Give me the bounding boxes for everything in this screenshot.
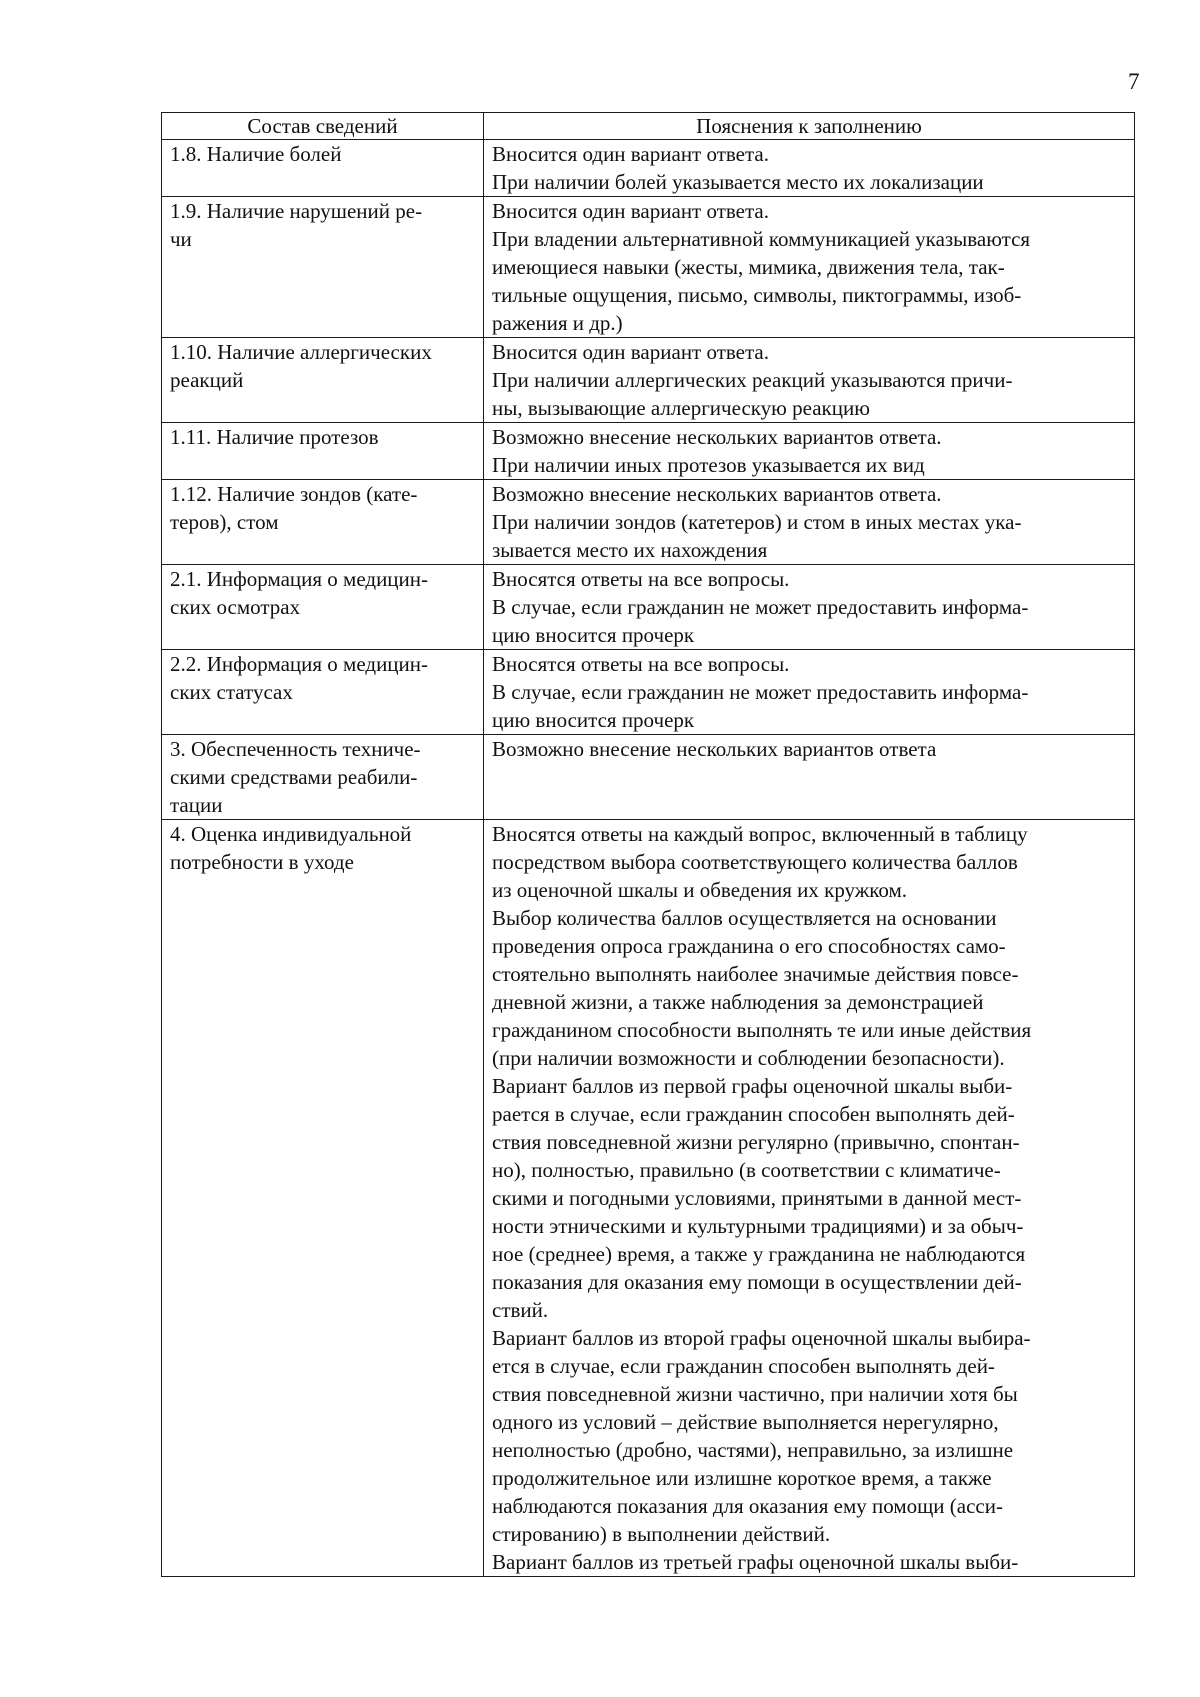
explanation-line: из оценочной шкалы и обведения их кружком. bbox=[492, 878, 908, 902]
composition-line: тации bbox=[170, 793, 223, 817]
cell-composition bbox=[162, 735, 484, 820]
explanation-line: цию вносится прочерк bbox=[492, 623, 695, 647]
cell-composition bbox=[162, 338, 484, 423]
composition-line: 2.2. Информация о медицин- bbox=[170, 652, 429, 676]
cell-composition bbox=[162, 565, 484, 650]
cell-explanation bbox=[484, 650, 1135, 735]
explanation-line: ствий. bbox=[492, 1298, 549, 1322]
explanation-line: Выбор количества баллов осуществляется на основании bbox=[492, 906, 997, 930]
composition-line: 1.9. Наличие нарушений ре- bbox=[170, 199, 423, 223]
cell-explanation bbox=[484, 820, 1135, 1577]
explanation-line: имеющиеся навыки (жесты, мимика, движения тела, так- bbox=[492, 255, 1005, 279]
table-row bbox=[162, 140, 1135, 197]
composition-line: теров), стом bbox=[170, 510, 279, 534]
explanation-line: (при наличии возможности и соблюдении безопасности). bbox=[492, 1046, 1005, 1070]
table-row bbox=[162, 565, 1135, 650]
explanation-line: При наличии иных протезов указывается их вид bbox=[492, 453, 925, 477]
explanation-line: ствия повседневной жизни частично, при наличии хотя бы bbox=[492, 1382, 1018, 1406]
explanation-line: Возможно внесение нескольких вариантов ответа. bbox=[492, 425, 942, 449]
explanation-line: одного из условий – действие выполняется нерегулярно, bbox=[492, 1410, 999, 1434]
explanation-line: Вариант баллов из первой графы оценочной шкалы выби- bbox=[492, 1074, 1013, 1098]
explanation-line: гражданином способности выполнять те или иные действия bbox=[492, 1018, 1032, 1042]
composition-line: 3. Обеспеченность техниче- bbox=[170, 737, 421, 761]
explanation-line: Вносится один вариант ответа. bbox=[492, 142, 769, 166]
explanation-line: Вариант баллов из третьей графы оценочной шкалы выби- bbox=[492, 1550, 1019, 1574]
table-row bbox=[162, 650, 1135, 735]
cell-explanation bbox=[484, 735, 1135, 820]
explanation-line: зывается место их нахождения bbox=[492, 538, 768, 562]
explanations-table bbox=[161, 112, 1135, 1577]
explanation-line: показания для оказания ему помощи в осуществлении дей- bbox=[492, 1270, 1022, 1294]
explanation-line: При наличии болей указывается место их локализации bbox=[492, 170, 984, 194]
cell-composition bbox=[162, 140, 484, 197]
explanation-line: ны, вызывающие аллергическую реакцию bbox=[492, 396, 870, 420]
cell-composition bbox=[162, 820, 484, 1577]
composition-line: 1.12. Наличие зондов (кате- bbox=[170, 482, 418, 506]
cell-composition bbox=[162, 650, 484, 735]
explanation-line: В случае, если гражданин не может предоставить информа- bbox=[492, 595, 1029, 619]
composition-line: 1.10. Наличие аллергических bbox=[170, 340, 432, 364]
composition-line: чи bbox=[170, 227, 192, 251]
explanation-line: продолжительное или излишне короткое время, а также bbox=[492, 1466, 992, 1490]
explanation-line: При наличии аллергических реакций указываются причи- bbox=[492, 368, 1013, 392]
cell-explanation bbox=[484, 338, 1135, 423]
explanation-line: Вносятся ответы на все вопросы. bbox=[492, 567, 790, 591]
explanation-line: Возможно внесение нескольких вариантов ответа bbox=[492, 737, 937, 761]
explanation-line: посредством выбора соответствующего количества баллов bbox=[492, 850, 1018, 874]
explanation-line: ется в случае, если гражданин способен выполнять дей- bbox=[492, 1354, 995, 1378]
cell-explanation bbox=[484, 423, 1135, 480]
table-row bbox=[162, 820, 1135, 1577]
explanation-line: дневной жизни, а также наблюдения за демонстрацией bbox=[492, 990, 984, 1014]
explanation-line: ное (среднее) время, а также у гражданина не наблюдаются bbox=[492, 1242, 1026, 1266]
explanation-line: ности этническими и культурными традициями) и за обыч- bbox=[492, 1214, 1024, 1238]
explanation-line: стированию) в выполнении действий. bbox=[492, 1522, 831, 1546]
composition-line: ских осмотрах bbox=[170, 595, 301, 619]
explanation-line: цию вносится прочерк bbox=[492, 708, 695, 732]
table-header-row bbox=[162, 113, 1135, 140]
table-header bbox=[162, 113, 1135, 140]
cell-explanation bbox=[484, 565, 1135, 650]
explanation-line: рается в случае, если гражданин способен выполнять дей- bbox=[492, 1102, 1015, 1126]
explanation-line: Возможно внесение нескольких вариантов ответа. bbox=[492, 482, 942, 506]
explanation-line: скими и погодными условиями, принятыми в данной мест- bbox=[492, 1186, 1022, 1210]
table-row bbox=[162, 423, 1135, 480]
table-row bbox=[162, 338, 1135, 423]
explanation-line: тильные ощущения, письмо, символы, пиктограммы, изоб- bbox=[492, 283, 1022, 307]
explanation-line: ствия повседневной жизни регулярно (привычно, спонтан- bbox=[492, 1130, 1020, 1154]
cell-explanation bbox=[484, 140, 1135, 197]
table-row bbox=[162, 197, 1135, 338]
explanation-line: При владении альтернативной коммуникацией указываются bbox=[492, 227, 1031, 251]
cell-composition bbox=[162, 423, 484, 480]
table-row bbox=[162, 735, 1135, 820]
explanation-line: наблюдаются показания для оказания ему помощи (асси- bbox=[492, 1494, 1003, 1518]
explanation-line: Вносится один вариант ответа. bbox=[492, 199, 769, 223]
explanation-line: Вносятся ответы на все вопросы. bbox=[492, 652, 790, 676]
composition-line: 2.1. Информация о медицин- bbox=[170, 567, 429, 591]
explanation-line: Вариант баллов из второй графы оценочной шкалы выбира- bbox=[492, 1326, 1031, 1350]
explanation-line: неполностью (дробно, частями), неправильно, за излишне bbox=[492, 1438, 1014, 1462]
composition-line: 1.8. Наличие болей bbox=[170, 142, 342, 166]
explanation-line: ражения и др.) bbox=[492, 311, 623, 335]
composition-line: 1.11. Наличие протезов bbox=[170, 425, 379, 449]
cell-explanation bbox=[484, 197, 1135, 338]
page-number: 7 bbox=[1128, 69, 1140, 94]
explanation-line: стоятельно выполнять наиболее значимые действия повсе- bbox=[492, 962, 1019, 986]
cell-explanation bbox=[484, 480, 1135, 565]
column-header-explanations: Пояснения к заполнению bbox=[484, 113, 1135, 140]
cell-composition bbox=[162, 480, 484, 565]
explanation-line: При наличии зондов (катетеров) и стом в иных местах ука- bbox=[492, 510, 1022, 534]
table-row bbox=[162, 480, 1135, 565]
explanation-line: но), полностью, правильно (в соответствии с климатиче- bbox=[492, 1158, 1001, 1182]
composition-line: 4. Оценка индивидуальной bbox=[170, 822, 412, 846]
cell-composition bbox=[162, 197, 484, 338]
explanation-line: проведения опроса гражданина о его способностях само- bbox=[492, 934, 1006, 958]
composition-line: реакций bbox=[170, 368, 244, 392]
column-header-composition: Состав сведений bbox=[162, 113, 484, 140]
table-body bbox=[162, 140, 1135, 1577]
composition-line: ских статусах bbox=[170, 680, 293, 704]
composition-line: потребности в уходе bbox=[170, 850, 354, 874]
explanation-line: Вносятся ответы на каждый вопрос, включенный в таблицу bbox=[492, 822, 1028, 846]
explanation-line: В случае, если гражданин не может предоставить информа- bbox=[492, 680, 1029, 704]
composition-line: скими средствами реабили- bbox=[170, 765, 418, 789]
explanation-line: Вносится один вариант ответа. bbox=[492, 340, 769, 364]
